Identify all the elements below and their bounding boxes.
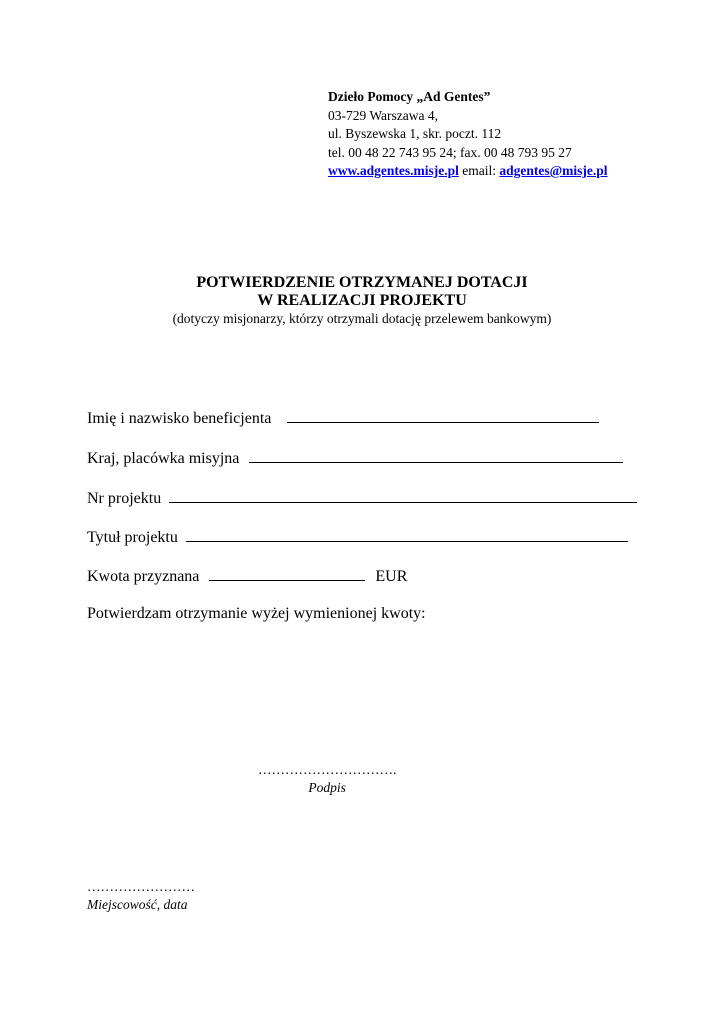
confirmation-statement: Potwierdzam otrzymanie wyżej wymienionej kwoty:	[87, 605, 426, 622]
project-number-label: Nr projektu	[87, 490, 162, 507]
place-date-block	[87, 878, 195, 914]
phone-fax: tel. 00 48 22 743 95 24; fax. 00 48 793 95 27	[328, 144, 572, 160]
amount-blank-line[interactable]	[209, 566, 365, 581]
project-title-label: Tytuł projektu	[87, 529, 178, 546]
address-line-2: ul. Byszewska 1, skr. poczt. 112	[328, 126, 502, 141]
document-title-line-2: W REALIZACJI PROJEKTU	[257, 292, 467, 309]
signature-caption: Podpis	[308, 780, 346, 795]
document-title-block	[0, 274, 724, 328]
amount-label: Kwota przyznana	[87, 568, 200, 585]
beneficiary-field	[87, 408, 599, 429]
email-link[interactable]: adgentes@misje.pl	[499, 163, 608, 178]
document-title-line-1: POTWIERDZENIE OTRZYMANEJ DOTACJI	[196, 274, 528, 291]
country-blank-line[interactable]	[249, 448, 623, 463]
project-title-blank-line[interactable]	[186, 527, 628, 542]
country-field	[87, 448, 623, 469]
amount-currency: EUR	[375, 568, 408, 585]
place-date-caption: Miejscowość, data	[87, 897, 188, 912]
project-number-field	[87, 488, 637, 509]
contact-line	[328, 162, 608, 181]
signature-block	[258, 761, 396, 797]
signature-dots[interactable]: ………………………….	[258, 762, 397, 777]
address-line-1: 03-729 Warszawa 4,	[328, 107, 439, 123]
project-title-field	[87, 527, 628, 548]
amount-field	[87, 566, 407, 587]
beneficiary-label: Imię i nazwisko beneficjenta	[87, 410, 272, 427]
beneficiary-blank-line[interactable]	[287, 408, 599, 423]
project-number-blank-line[interactable]	[169, 488, 637, 503]
organization-name: Dzieło Pomocy „Ad Gentes”	[328, 89, 491, 104]
website-link[interactable]: www.adgentes.misje.pl	[328, 163, 459, 178]
document-subtitle: (dotyczy misjonarzy, którzy otrzymali dotację przelewem bankowym)	[172, 311, 552, 326]
sender-address-block	[328, 88, 608, 181]
country-label: Kraj, placówka misyjna	[87, 450, 240, 467]
place-date-dots[interactable]: ……………………	[87, 879, 195, 894]
email-label: email:	[458, 163, 500, 178]
